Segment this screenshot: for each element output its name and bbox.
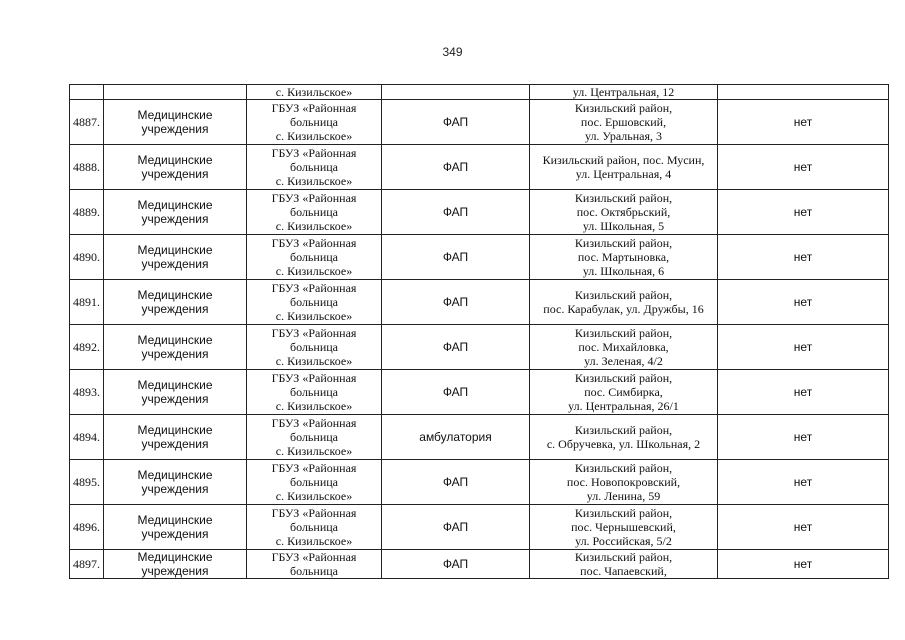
cell-category (104, 85, 247, 100)
cell-num: 4894. (70, 415, 104, 460)
org-line: больница (290, 564, 338, 578)
cell-category (104, 145, 247, 190)
table-row (70, 415, 889, 460)
cell-org (247, 325, 382, 370)
continuation-row (70, 85, 889, 100)
org-line: ГБУЗ «Районная (271, 236, 357, 250)
category-line: учреждения (141, 257, 209, 271)
table-row (70, 280, 889, 325)
cell-org (247, 85, 382, 100)
table-row (70, 370, 889, 415)
cell-address (530, 370, 718, 415)
category-line: учреждения (141, 167, 209, 181)
cell-flag: нет (718, 235, 889, 280)
cell-category (104, 370, 247, 415)
address-line: Кизильский район, (574, 506, 673, 520)
page-number: 349 (442, 45, 463, 59)
org-line: с. Кизильское» (275, 444, 353, 458)
cell-org (247, 415, 382, 460)
cell-flag: нет (718, 280, 889, 325)
org-line: с. Кизильское» (275, 399, 353, 413)
category-line: учреждения (141, 564, 209, 578)
org-line: ГБУЗ «Районная (271, 371, 357, 385)
cell-type: ФАП (382, 325, 530, 370)
address-line: Кизильский район, (574, 236, 673, 250)
address-line: ул. Школьная, 5 (582, 219, 665, 233)
org-line: больница (290, 115, 338, 129)
address-line: пос. Октябрьский, (576, 205, 671, 219)
cell-num: 4892. (70, 325, 104, 370)
org-line: больница (290, 205, 338, 219)
org-line: с. Кизильское» (275, 219, 353, 233)
org-line: с. Кизильское» (275, 489, 353, 503)
org-line: ГБУЗ «Районная (271, 101, 357, 115)
category-line: Медицинские (137, 423, 213, 437)
category-line: Медицинские (137, 333, 213, 347)
cell-type: амбулатория (382, 415, 530, 460)
org-line: с. Кизильское» (275, 354, 353, 368)
table-row (70, 190, 889, 235)
address-line: Кизильский район, (574, 550, 673, 564)
address-line: пос. Мартыновка, (577, 250, 670, 264)
cell-address (530, 145, 718, 190)
category-line: учреждения (141, 392, 209, 406)
address-line: ул. Школьная, 6 (582, 264, 665, 278)
facilities-table (69, 84, 889, 579)
cell-type: ФАП (382, 190, 530, 235)
cell-org (247, 370, 382, 415)
cell-type: ФАП (382, 460, 530, 505)
org-line: с. Кизильское» (275, 309, 353, 323)
cell-type: ФАП (382, 550, 530, 579)
org-line: с. Кизильское» (275, 84, 353, 99)
org-line: больница (290, 520, 338, 534)
cell-address (530, 280, 718, 325)
cell-address (530, 460, 718, 505)
address-line: ул. Уральная, 3 (584, 129, 663, 143)
cell-org (247, 190, 382, 235)
cell-category (104, 280, 247, 325)
org-line: больница (290, 385, 338, 399)
address-line: ул. Ленина, 59 (586, 489, 661, 503)
category-line: Медицинские (137, 198, 213, 212)
cell-address (530, 235, 718, 280)
table-row (70, 325, 889, 370)
category-line: Медицинские (137, 550, 213, 564)
address-line: пос. Чапаевский, (580, 564, 667, 578)
org-line: ГБУЗ «Районная (271, 506, 357, 520)
address-line: Кизильский район, (574, 326, 673, 340)
cell-num: 4889. (70, 190, 104, 235)
cell-type: ФАП (382, 100, 530, 145)
category-line: учреждения (141, 482, 209, 496)
cell-org (247, 100, 382, 145)
cell-org (247, 280, 382, 325)
cell-address (530, 415, 718, 460)
address-line: ул. Центральная, 4 (575, 167, 672, 181)
cell-num: 4893. (70, 370, 104, 415)
org-line: ГБУЗ «Районная (271, 281, 357, 295)
category-line: Медицинские (137, 468, 213, 482)
address-line: пос. Симбирка, (584, 385, 663, 399)
address-line: Кизильский район, (574, 461, 673, 475)
cell-type: ФАП (382, 370, 530, 415)
table-row (70, 145, 889, 190)
category-line: учреждения (141, 212, 209, 226)
cell-flag: нет (718, 415, 889, 460)
org-line: больница (290, 250, 338, 264)
category-line: учреждения (141, 122, 209, 136)
category-line: учреждения (141, 437, 209, 451)
cell-category (104, 460, 247, 505)
category-line: Медицинские (137, 153, 213, 167)
table-row (70, 460, 889, 505)
cell-address (530, 100, 718, 145)
address-line: Кизильский район, (574, 191, 673, 205)
cell-org (247, 550, 382, 579)
table-row (70, 505, 889, 550)
cell-num: 4887. (70, 100, 104, 145)
org-line: больница (290, 430, 338, 444)
cell-org (247, 145, 382, 190)
org-line: ГБУЗ «Районная (271, 461, 357, 475)
address-line: Кизильский район, (574, 288, 673, 302)
cell-flag: нет (718, 460, 889, 505)
address-line: пос. Михайловка, (578, 340, 669, 354)
cell-flag: нет (718, 505, 889, 550)
cell-type: ФАП (382, 145, 530, 190)
cell-category (104, 415, 247, 460)
category-line: Медицинские (137, 243, 213, 257)
cell-type: ФАП (382, 505, 530, 550)
cell-category (104, 325, 247, 370)
cell-flag: нет (718, 145, 889, 190)
org-line: ГБУЗ «Районная (271, 550, 357, 564)
category-line: учреждения (141, 527, 209, 541)
org-line: с. Кизильское» (275, 129, 353, 143)
cell-flag: нет (718, 100, 889, 145)
address-line: пос. Новопокровский, (566, 475, 681, 489)
address-line: Кизильский район, (574, 101, 673, 115)
category-line: Медицинские (137, 378, 213, 392)
org-line: с. Кизильское» (275, 174, 353, 188)
address-line: с. Обручевка, ул. Школьная, 2 (546, 437, 701, 451)
cell-num: 4897. (70, 550, 104, 579)
address-line: ул. Центральная, 12 (572, 84, 675, 99)
org-line: ГБУЗ «Районная (271, 146, 357, 160)
cell-num: 4891. (70, 280, 104, 325)
address-line: ул. Российская, 5/2 (575, 534, 672, 548)
org-line: больница (290, 340, 338, 354)
address-line: пос. Чернышевский, (571, 520, 676, 534)
address-line: Кизильский район, пос. Мусин, (542, 153, 705, 167)
category-line: учреждения (141, 347, 209, 361)
cell-flag: нет (718, 325, 889, 370)
table-row (70, 235, 889, 280)
cell-org (247, 460, 382, 505)
cell-category (104, 100, 247, 145)
cell-type: ФАП (382, 280, 530, 325)
cell-flag: нет (718, 550, 889, 579)
category-line: учреждения (141, 302, 209, 316)
cell-flag: нет (718, 370, 889, 415)
org-line: ГБУЗ «Районная (271, 191, 357, 205)
cell-num: 4895. (70, 460, 104, 505)
address-line: ул. Зеленая, 4/2 (584, 354, 663, 368)
cell-flag: нет (718, 190, 889, 235)
cell-address (530, 505, 718, 550)
cell-type (382, 85, 530, 100)
cell-category (104, 235, 247, 280)
address-line: Кизильский район, (574, 423, 673, 437)
cell-category (104, 190, 247, 235)
cell-num: 4896. (70, 505, 104, 550)
address-line: Кизильский район, (574, 371, 673, 385)
org-line: ГБУЗ «Районная (271, 326, 357, 340)
org-line: больница (290, 475, 338, 489)
org-line: с. Кизильское» (275, 534, 353, 548)
address-line: пос. Карабулак, ул. Дружбы, 16 (543, 302, 704, 316)
category-line: Медицинские (137, 288, 213, 302)
cell-address (530, 325, 718, 370)
cell-address (530, 85, 718, 100)
org-line: ГБУЗ «Районная (271, 416, 357, 430)
cell-category (104, 550, 247, 579)
org-line: больница (290, 295, 338, 309)
org-line: с. Кизильское» (275, 264, 353, 278)
cell-num: 4888. (70, 145, 104, 190)
cell-num (70, 85, 104, 100)
table-row (70, 550, 889, 579)
cell-flag (718, 85, 889, 100)
address-line: пос. Ершовский, (580, 115, 667, 129)
cell-address (530, 550, 718, 579)
org-line: больница (290, 160, 338, 174)
table-body (70, 85, 889, 579)
cell-org (247, 235, 382, 280)
cell-category (104, 505, 247, 550)
cell-num: 4890. (70, 235, 104, 280)
category-line: Медицинские (137, 108, 213, 122)
cell-type: ФАП (382, 235, 530, 280)
address-line: ул. Центральная, 26/1 (568, 399, 679, 413)
category-line: Медицинские (137, 513, 213, 527)
cell-address (530, 190, 718, 235)
table-row (70, 100, 889, 145)
cell-org (247, 505, 382, 550)
